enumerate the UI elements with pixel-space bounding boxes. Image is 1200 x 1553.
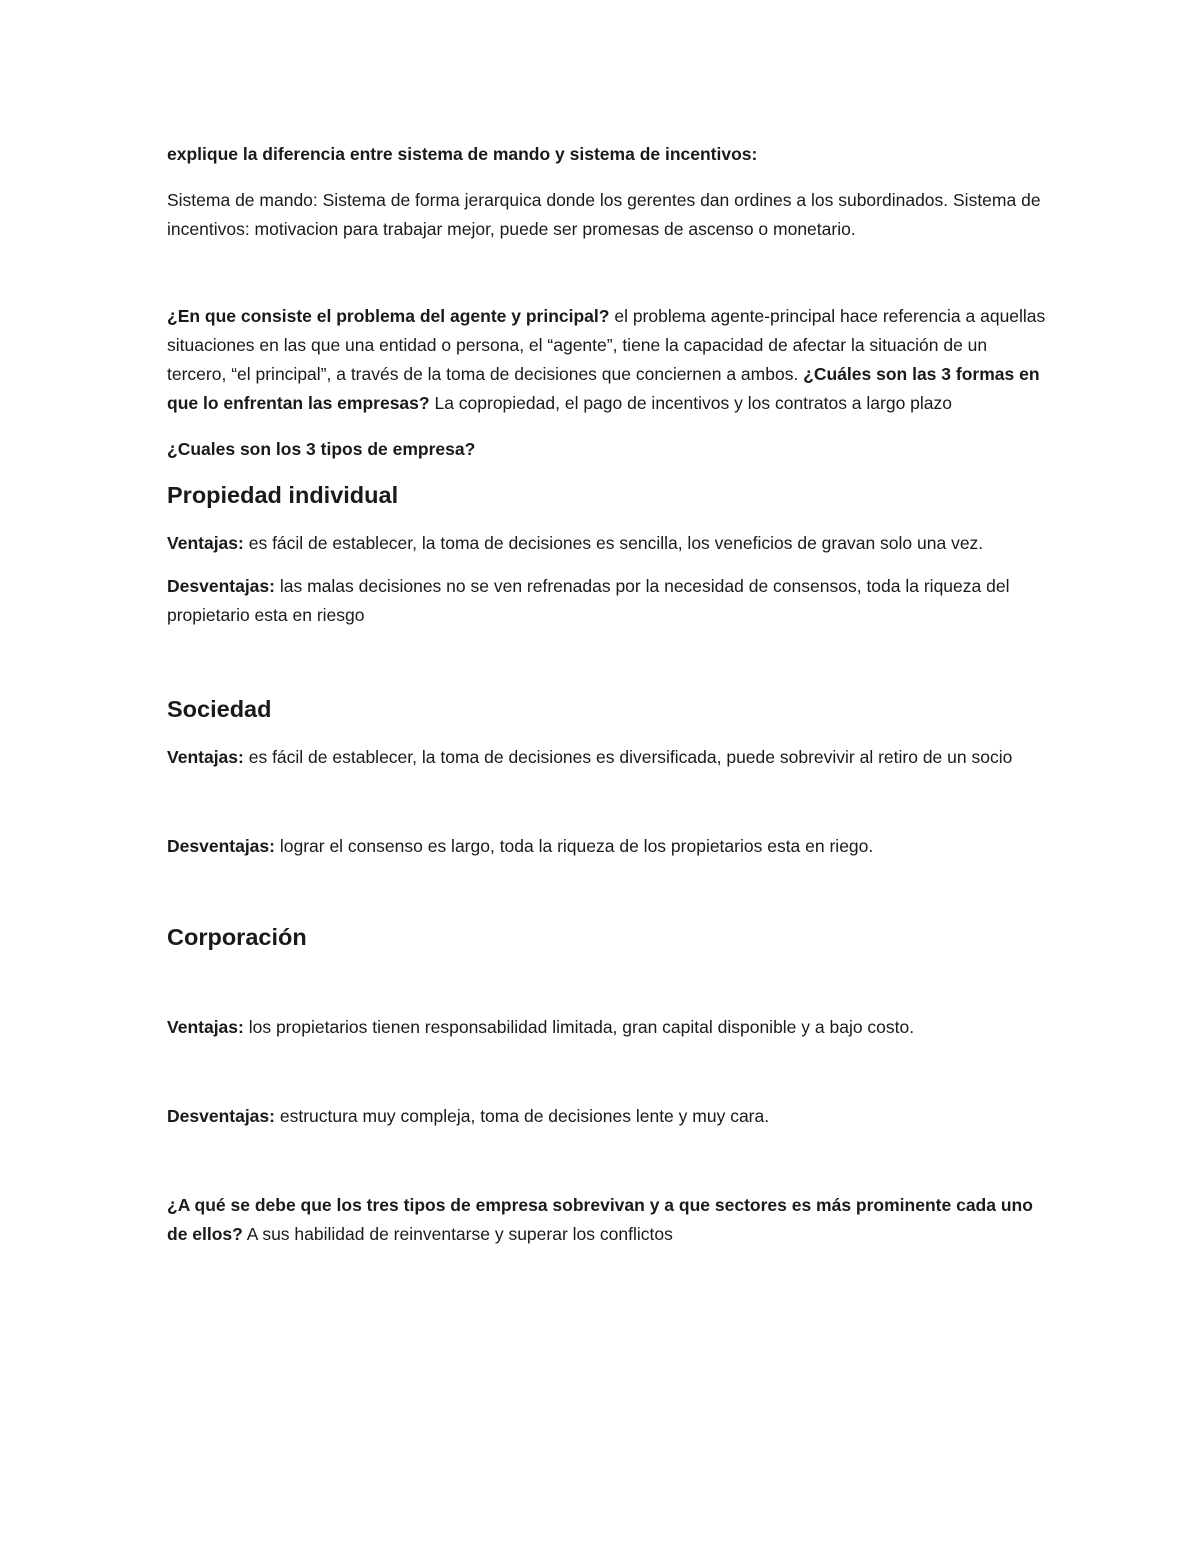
question-1-text: explique la diferencia entre sistema de mando y sistema de incentivos:	[167, 144, 758, 164]
heading-propiedad-individual: Propiedad individual	[167, 482, 399, 508]
desventajas-label: Desventajas:	[167, 1106, 275, 1126]
corporacion-ventajas-text: los propietarios tienen responsabilidad limitada, gran capital disponible y a bajo costo.	[243, 1017, 915, 1037]
corporacion-desventajas	[167, 1102, 1047, 1131]
propiedad-desventajas-text: las malas decisiones no se ven refrenadas por la necesidad de consensos, toda la riqueza del propietario esta en riesgo	[167, 576, 1010, 625]
answer-2b-text: La copropiedad, el pago de incentivos y los contratos a largo plazo	[429, 393, 953, 413]
heading-sociedad: Sociedad	[167, 696, 272, 722]
answer-1: Sistema de mando: Sistema de forma jerarquica donde los gerentes dan ordines a los subordinados. Sistema de incentivos: motivacion para trabajar mejor, puede ser promesas de ascenso o monetario.	[167, 190, 1041, 239]
propiedad-ventajas-text: es fácil de establecer, la toma de decisiones es sencilla, los veneficios de gravan solo una vez.	[243, 533, 984, 553]
question-2-paragraph	[167, 302, 1047, 418]
question-3-text: ¿Cuales son los 3 tipos de empresa?	[167, 439, 476, 459]
question-1	[167, 140, 1047, 169]
propiedad-ventajas	[167, 529, 1047, 558]
question-2-text: ¿En que consiste el problema del agente y principal?	[167, 306, 610, 326]
corporacion-ventajas	[167, 1013, 1047, 1042]
question-4-text: ¿A qué se debe que los tres tipos de empresa sobrevivan y a que sectores es más prominente cada uno de ellos?	[167, 1195, 1033, 1244]
question-2b-text: ¿Cuáles son las 3 formas en que lo enfrentan las empresas?	[167, 364, 1040, 413]
ventajas-label: Ventajas:	[167, 533, 244, 553]
answer-2-text: el problema agente-principal hace referencia a aquellas situaciones en las que una entidad o persona, el “agente”, tiene la capacidad de afectar la situación de un tercero, “el principal”, a través de la toma de decisiones que conciernen a ambos.	[167, 306, 1046, 384]
sociedad-desventajas	[167, 832, 1047, 861]
sociedad-ventajas	[167, 743, 1047, 772]
sociedad-desventajas-text: lograr el consenso es largo, toda la riqueza de los propietarios esta en riego.	[274, 836, 874, 856]
desventajas-label: Desventajas:	[167, 576, 275, 596]
sociedad-ventajas-text: es fácil de establecer, la toma de decisiones es diversificada, puede sobrevivir al retiro de un socio	[243, 747, 1013, 767]
question-3	[167, 435, 1047, 464]
question-4-paragraph	[167, 1191, 1047, 1249]
desventajas-label: Desventajas:	[167, 836, 275, 856]
ventajas-label: Ventajas:	[167, 747, 244, 767]
answer-4-text: A sus habilidad de reinventarse y superar los conflictos	[242, 1224, 673, 1244]
ventajas-label: Ventajas:	[167, 1017, 244, 1037]
heading-corporacion: Corporación	[167, 924, 307, 950]
corporacion-desventajas-text: estructura muy compleja, toma de decisiones lente y muy cara.	[274, 1106, 770, 1126]
document-page	[167, 140, 1047, 1249]
propiedad-desventajas	[167, 572, 1047, 630]
